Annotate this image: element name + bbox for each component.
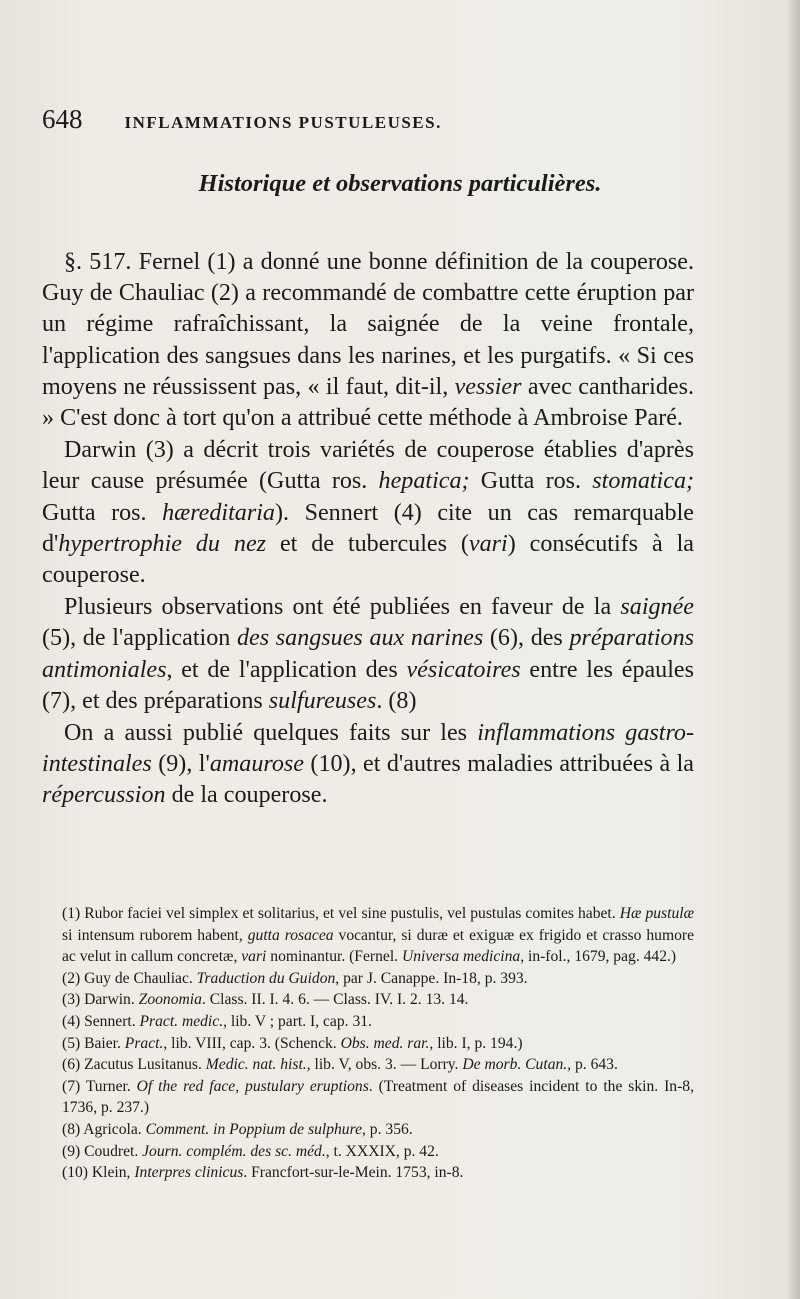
italic-text: inflammations gastro-intestinales — [42, 720, 694, 778]
text-run: , et de l'application des — [166, 656, 407, 683]
italic-text: Medic. nat. hist. — [205, 1056, 307, 1074]
paragraph — [42, 247, 694, 434]
italic-text: Of the red face, pustulary eruptions — [136, 1077, 369, 1095]
section-title: Historique et observations particulières. — [198, 170, 602, 197]
italic-text: Interpres clinicus — [134, 1164, 244, 1182]
text-run: avec cantharides. » C'est donc à tort qu'on a attribué cette méthode à Ambroise Paré. — [42, 373, 694, 432]
italic-text: Pract. — [124, 1034, 164, 1052]
text-run: (2) Guy de Chauliac. — [62, 969, 197, 987]
text-run: (5), de l'application — [42, 625, 237, 652]
italic-text: des sangsues aux narines — [236, 625, 484, 652]
text-run: Gutta ros. — [469, 468, 593, 495]
text-run: , lib. V, obs. 3. — Lorry. — [306, 1056, 463, 1074]
italic-text: Comment. in Poppium de sulphure — [145, 1120, 362, 1138]
footnote — [44, 1033, 694, 1055]
text-run: . Francfort-sur-le-Mein. 1753, in-8. — [243, 1164, 464, 1182]
italic-text: Obs. med. rar. — [340, 1034, 430, 1052]
footnote — [44, 968, 694, 990]
italic-text: Journ. complém. des sc. méd. — [142, 1142, 326, 1160]
text-run: vocantur, si duræ et exiguæ ex frigido et crasso humore ac velut in callum concretæ, — [62, 926, 695, 966]
italic-text: De morb. Cutan. — [462, 1056, 568, 1074]
body-text — [42, 247, 694, 813]
text-run: , in-fol., 1679, pag. 442.) — [520, 948, 677, 966]
text-run: (7) Turner. — [62, 1077, 137, 1095]
italic-text: hypertrophie du nez — [58, 530, 267, 557]
italic-text: Universa medicina — [401, 948, 521, 966]
footnote — [44, 903, 694, 968]
text-run: , lib. V ; part. I, cap. 31. — [223, 1012, 372, 1030]
footnote — [44, 1141, 694, 1163]
italic-text: Pract. medic. — [139, 1012, 224, 1030]
text-run: Plusieurs observations ont été publiées en faveur de la — [64, 594, 621, 621]
text-run: (10) Klein, — [62, 1164, 135, 1182]
paragraph — [42, 718, 694, 812]
text-run: Gutta ros. — [42, 499, 163, 526]
footnote — [44, 1054, 694, 1076]
running-head: INFLAMMATIONS PUSTULEUSES. — [124, 113, 442, 132]
italic-text: amaurose — [209, 751, 304, 778]
italic-text: Hæ pustulæ — [619, 905, 694, 922]
italic-text: vésicatoires — [406, 656, 521, 683]
italic-text: Traduction du Guidon — [196, 969, 336, 987]
text-run: de la couperose. — [165, 782, 328, 809]
text-run: (3) Darwin. — [62, 991, 139, 1009]
text-run: entre les épaules (7), et des préparations — [42, 656, 694, 714]
paragraph — [42, 592, 694, 717]
italic-text: vari — [241, 948, 267, 966]
text-run: , t. XXXIX, p. 42. — [325, 1142, 439, 1160]
footnote — [44, 1011, 694, 1033]
text-run: et de tubercules ( — [266, 530, 469, 557]
text-run: (9) Coudret. — [62, 1142, 143, 1160]
italic-text: répercussion — [42, 782, 166, 809]
page-header — [42, 104, 742, 144]
text-run: ) consécutifs à la couperose. — [42, 530, 694, 589]
text-run: (6) Zacutus Lusitanus. — [62, 1056, 206, 1074]
italic-text: sulfureuses — [268, 687, 377, 714]
text-run: . (8) — [376, 687, 417, 714]
text-run: (10), et d'autres maladies attribuées à la — [303, 751, 694, 778]
footnote — [44, 1076, 694, 1119]
text-run: , lib. VIII, cap. 3. (Schenck. — [163, 1034, 341, 1052]
text-run: Darwin (3) a décrit trois variétés de couperose établies d'après leur cause présumée (Gutta ros. — [42, 437, 694, 495]
text-run: (5) Baier. — [62, 1034, 125, 1052]
italic-text: hæreditaria — [162, 499, 275, 526]
text-run: , par J. Canappe. In-18, p. 393. — [335, 969, 528, 987]
text-run: (6), des — [483, 625, 570, 652]
italic-text: préparations antimoniales — [42, 625, 694, 683]
text-run: §. 517. Fernel (1) a donné une bonne définition de la couperose. Guy de Chauliac (2) a recommandé de combattre cette éruption par un régime rafraîchissant, la saignée de la veine frontale, l'application des sangsues dans les narines, et les purgatifs. « Si ces moyens ne réussissent pas, « il faut, dit-il, — [42, 249, 694, 400]
text-run: , lib. I, p. 194.) — [429, 1034, 523, 1052]
text-run: nominantur. (Fernel. — [266, 948, 402, 966]
italic-text: saignée — [620, 594, 694, 621]
italic-text: Zoonomia — [138, 991, 202, 1009]
italic-text: gutta rosacea — [247, 926, 334, 944]
footnote — [44, 1162, 694, 1184]
paragraph — [42, 435, 694, 591]
text-run: ). Sennert (4) cite un cas remarquable d' — [42, 499, 694, 557]
text-run: , p. 356. — [362, 1120, 413, 1138]
text-run: si intensum ruborem habent, — [62, 926, 248, 944]
text-run: . Class. II. I. 4. 6. — Class. IV. I. 2. 13. 14. — [201, 991, 469, 1009]
text-run: (4) Sennert. — [62, 1012, 140, 1030]
page-number: 648 — [42, 104, 83, 134]
italic-text: hepatica; — [378, 468, 470, 495]
text-run: (8) Agricola. — [62, 1120, 146, 1138]
page-edge-shadow — [786, 0, 800, 1299]
text-run: (9), l' — [151, 751, 210, 778]
text-run: , p. 643. — [567, 1056, 618, 1074]
italic-text: vessier — [454, 373, 522, 400]
text-run: On a aussi publié quelques faits sur les — [64, 720, 478, 747]
text-run: (1) Rubor faciei vel simplex et solitarius, et vel sine pustulis, vel pustulas comites habet. — [62, 905, 620, 922]
footnote — [44, 1119, 694, 1141]
footnote — [44, 989, 694, 1011]
text-run: . (Treatment of diseases incident to the skin. In-8, 1736, p. 237.) — [62, 1077, 694, 1117]
italic-text: stomatica; — [592, 468, 695, 495]
footnotes — [44, 903, 694, 1184]
italic-text: vari — [468, 530, 508, 557]
